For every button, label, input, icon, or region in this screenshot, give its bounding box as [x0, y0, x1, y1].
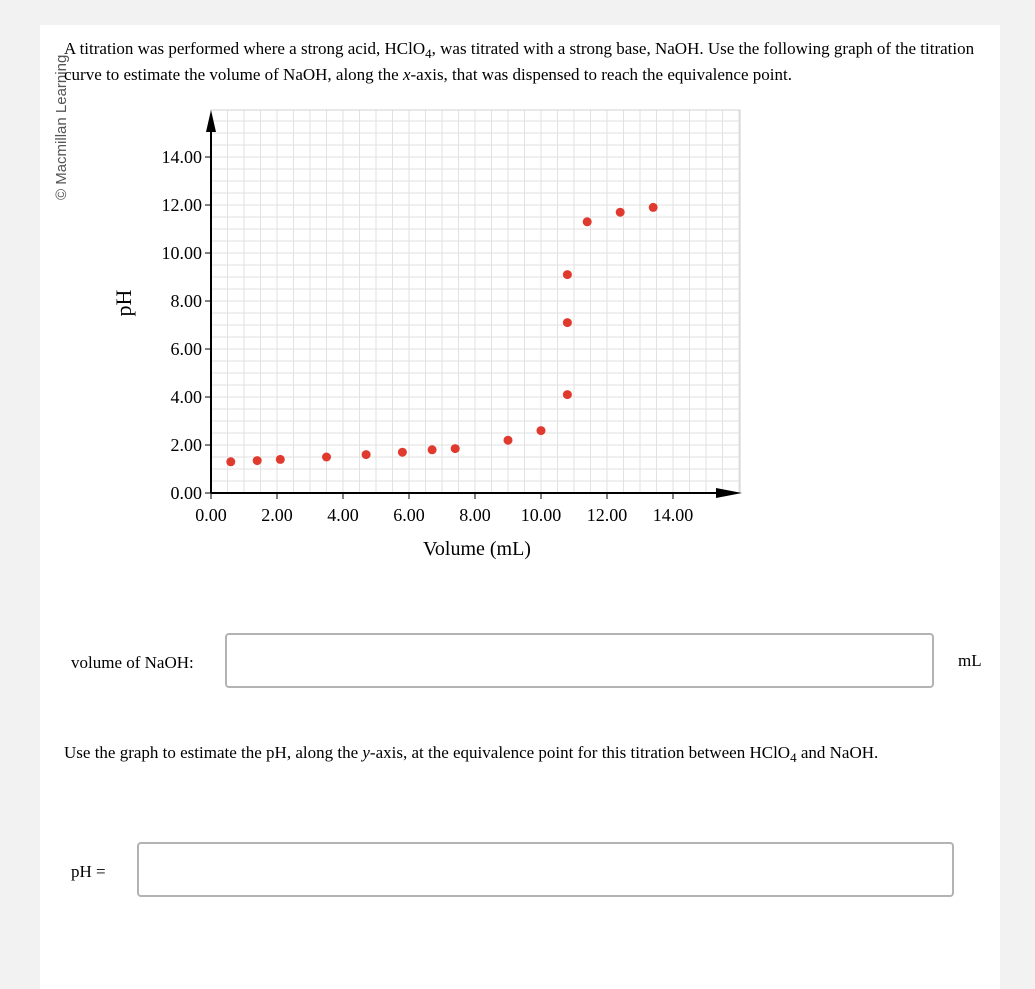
x-axis-label: Volume (mL): [423, 538, 531, 560]
data-point: [398, 448, 407, 457]
chart-axes: [206, 110, 742, 498]
ph-input[interactable]: [137, 842, 954, 897]
question-2-part3: and NaOH.: [796, 743, 879, 762]
copyright-watermark: © Macmillan Learning: [53, 54, 70, 200]
question-1-part3: -axis, that was dispensed to reach the equivalence point.: [410, 65, 792, 84]
question-1-axis: x: [402, 65, 411, 84]
chart-ticks: [162, 147, 694, 525]
volume-label: volume of NaOH:: [71, 653, 194, 672]
data-point: [451, 444, 460, 453]
y-tick-label: 12.00: [161, 195, 202, 215]
y-tick-label: 14.00: [161, 147, 202, 167]
x-tick-label: 0.00: [195, 505, 227, 525]
x-tick-label: 4.00: [327, 505, 359, 525]
x-tick-label: 12.00: [586, 505, 628, 525]
data-point: [362, 450, 371, 459]
question-1-part1: A titration was performed where a strong acid, HClO: [64, 39, 426, 58]
volume-unit: mL: [958, 651, 982, 670]
x-tick-label: 10.00: [520, 505, 562, 525]
data-point: [563, 390, 572, 399]
question-1-part2: , was titrated with a strong base, NaOH. Use the following graph of the titration curve to estimate the volume of NaOH, along the: [64, 39, 975, 84]
y-tick-label: 0.00: [170, 483, 202, 503]
question-2-axis: y: [362, 743, 370, 762]
data-point: [537, 426, 546, 435]
x-tick-label: 2.00: [261, 505, 293, 525]
question-2-part2: -axis, at the equivalence point for this titration between HClO: [369, 743, 791, 762]
data-point: [563, 270, 572, 279]
x-axis-arrow: [716, 488, 742, 498]
x-tick-label: 14.00: [652, 505, 694, 525]
data-point: [563, 318, 572, 327]
data-point: [583, 217, 592, 226]
data-point: [276, 455, 285, 464]
question-2-part1: Use the graph to estimate the pH, along the: [64, 743, 363, 762]
x-tick-label: 8.00: [459, 505, 491, 525]
ph-label: pH =: [71, 862, 106, 881]
x-tick-label: 6.00: [393, 505, 425, 525]
volume-input[interactable]: [225, 633, 934, 688]
question-2-subscript: 4: [790, 750, 797, 765]
question-2-text: [64, 740, 984, 766]
y-tick-label: 8.00: [170, 291, 202, 311]
data-point: [616, 208, 625, 217]
y-tick-label: 6.00: [170, 339, 202, 359]
data-point: [428, 445, 437, 454]
y-tick-label: 10.00: [161, 243, 202, 263]
y-tick-label: 2.00: [170, 435, 202, 455]
chart-grid: [211, 110, 740, 493]
data-point: [226, 457, 235, 466]
data-point: [253, 456, 262, 465]
y-axis-label: pH: [111, 289, 136, 317]
data-point: [649, 203, 658, 212]
data-point: [322, 453, 331, 462]
data-point: [504, 436, 513, 445]
question-1-subscript: 4: [425, 46, 432, 61]
y-tick-label: 4.00: [170, 387, 202, 407]
